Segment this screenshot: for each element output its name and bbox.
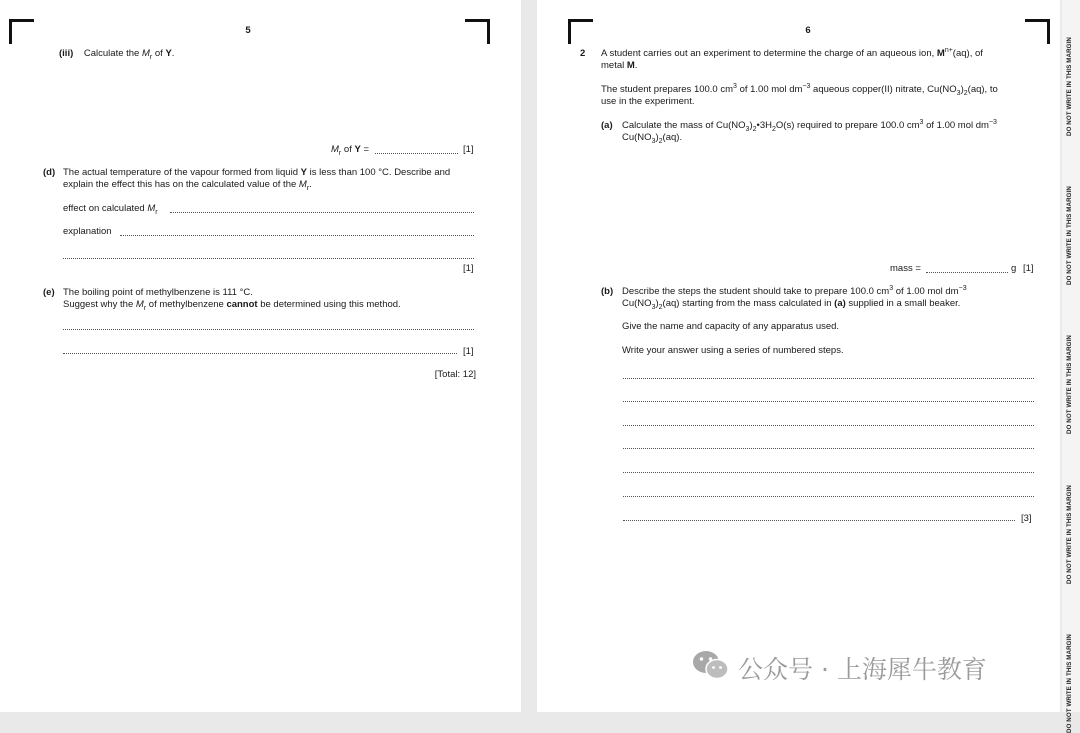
- question-2b-text: Describe the steps the student should take to prepare 100.0 $cm^3$ of 1.00 mol $dm^{-3}$ $Cu(NO_3)_2(aq)$ starting from the mass calculated in (a) supplied in a small beaker.: [622, 284, 967, 311]
- margin-warning-text: DO NOT WRITE IN THIS MARGIN: [1066, 186, 1073, 285]
- mark-allocation: [1]: [463, 346, 474, 357]
- steps-instruction: Write your answer using a series of numbered steps.: [622, 345, 844, 356]
- wechat-icon: [692, 649, 730, 687]
- apparatus-instruction: Give the name and capacity of any apparatus used.: [622, 321, 840, 332]
- question-d-label: (d): [43, 167, 56, 178]
- question-e-label: (e): [43, 287, 55, 298]
- steps-answer-line[interactable]: [623, 425, 1034, 426]
- mass-label: mass =: [890, 263, 921, 274]
- margin-warning-text: DO NOT WRITE IN THIS MARGIN: [1066, 634, 1073, 733]
- page-number: 6: [805, 25, 811, 36]
- question-2a-text: Calculate the mass of $Cu(NO_3)_2•3H_2O(s)$ required to prepare 100.0 $cm^3$ of 1.00 mol $dm^{-3}$ $Cu(NO_3)_2(aq)$.: [622, 118, 997, 145]
- steps-answer-line[interactable]: [623, 401, 1034, 402]
- e-answer-line-2[interactable]: [63, 353, 457, 354]
- mark-allocation: [1]: [1023, 263, 1034, 274]
- question-e-text: The boiling point of methylbenzene is 111 °C. Suggest why the $M_r$ of methylbenzene cannot be determined using this method.: [63, 287, 401, 312]
- margin-warning-text: DO NOT WRITE IN THIS MARGIN: [1066, 485, 1073, 584]
- explanation-answer-line-2[interactable]: [63, 258, 474, 259]
- mark-allocation: [1]: [463, 144, 474, 155]
- e-answer-line[interactable]: [63, 329, 474, 330]
- crop-mark-top-right: [1025, 19, 1050, 44]
- mr-answer-line[interactable]: [375, 153, 458, 154]
- question-2-number: 2: [580, 48, 586, 59]
- right-page: [537, 0, 1060, 712]
- mass-answer-line[interactable]: [926, 272, 1008, 273]
- explanation-label: explanation: [63, 226, 112, 237]
- steps-answer-line[interactable]: [623, 520, 1015, 521]
- crop-mark-top-left: [568, 19, 593, 44]
- total-marks: [Total: 12]: [434, 369, 476, 380]
- watermark: [692, 650, 987, 686]
- question-2a-label: (a): [601, 120, 613, 131]
- mass-unit: g: [1011, 263, 1017, 274]
- left-page: [0, 0, 521, 712]
- crop-mark-top-left: [9, 19, 34, 44]
- steps-answer-line[interactable]: [623, 472, 1034, 473]
- explanation-answer-line[interactable]: [120, 235, 474, 236]
- question-2-preparation: The student prepares 100.0 $cm^3$ of 1.00 mol $dm^{-3}$ aqueous copper(II) nitrate, $Cu(NO_3)_2(aq)$, to use in the experiment.: [601, 82, 998, 107]
- mr-answer-label: $M_r$ of Y =: [331, 144, 369, 157]
- question-iii: (iii) Calculate the $M_r$ of Y.: [59, 48, 175, 61]
- margin-warning-text: DO NOT WRITE IN THIS MARGIN: [1066, 335, 1073, 434]
- steps-answer-line[interactable]: [623, 448, 1034, 449]
- watermark-text: 公众号 · 上海犀牛教育: [738, 655, 987, 684]
- effect-label: effect on calculated $M_r$: [63, 203, 158, 216]
- question-label: (iii): [59, 48, 74, 59]
- question-d-text: The actual temperature of the vapour formed from liquid Y is less than 100 °C. Describe and explain the effect this has on the calculated value of the $M_r$.: [63, 167, 451, 192]
- effect-answer-line[interactable]: [170, 212, 474, 213]
- steps-answer-line[interactable]: [623, 378, 1034, 379]
- steps-answer-line[interactable]: [623, 496, 1034, 497]
- mark-allocation: [3]: [1021, 513, 1032, 524]
- question-2b-label: (b): [601, 286, 614, 297]
- mark-allocation: [1]: [463, 263, 474, 274]
- page-number: 5: [245, 25, 251, 36]
- crop-mark-top-right: [465, 19, 490, 44]
- margin-warning-text: DO NOT WRITE IN THIS MARGIN: [1066, 37, 1073, 136]
- question-2-intro: A student carries out an experiment to determine the charge of an aqueous ion, $M^{n+}(aq)$, of metal M.: [601, 46, 983, 71]
